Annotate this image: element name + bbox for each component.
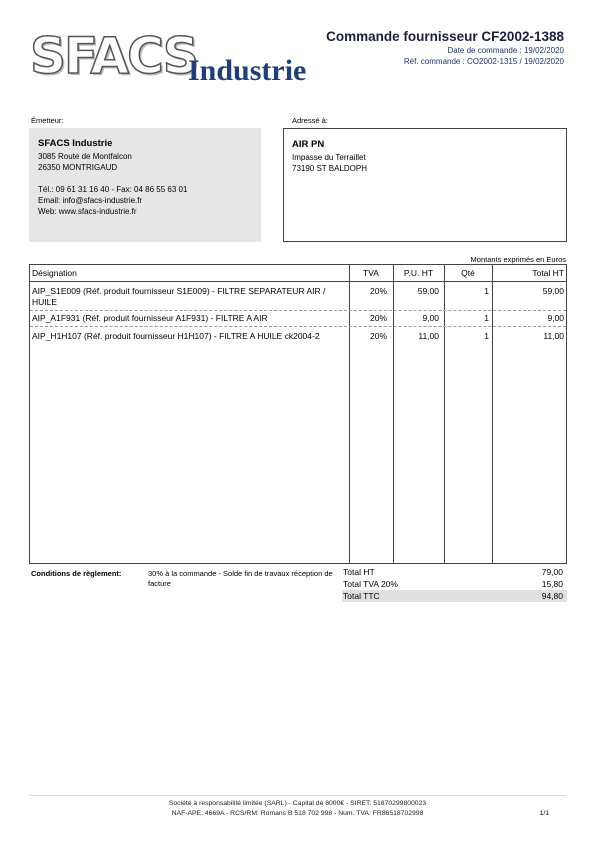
sender-box [29, 128, 261, 242]
total-ht-value: 79,00 [541, 567, 563, 577]
sender-label: Émetteur: [31, 116, 64, 125]
total-tva-label: Total TVA 20% [343, 579, 398, 589]
header-tva: TVA [363, 268, 379, 278]
row-total: 11,00 [543, 331, 564, 341]
row-designation: AIP_H1H107 (Réf. produit fournisseur H1H107) - FILTRE A HUILE ck2004-2 [32, 331, 320, 341]
header-unit-price: P.U. HT [403, 268, 434, 278]
sender-address-1: 3085 Route de Montfalcon [38, 152, 132, 161]
total-tva-value: 15,80 [541, 579, 563, 589]
order-reference: Réf. commande : CO2002-1315 / 19/02/2020 [403, 57, 564, 66]
items-table [29, 264, 567, 564]
header-quantity: Qté [461, 268, 475, 278]
sender-email: Email: info@sfacs-industrie.fr [38, 196, 143, 205]
sender-phone: Tél.: 09 61 31 16 40 - Fax: 04 86 55 63 01 [38, 185, 188, 194]
header-total: Total HT [532, 268, 564, 278]
company-logo [30, 27, 320, 90]
recipient-name: AIR PN [292, 139, 325, 150]
total-tva-row [342, 578, 567, 590]
row-designation: AIP_S1E009 (Réf. produit fournisseur S1E009) - FILTRE SEPARATEUR AIR / HUILE [32, 286, 326, 307]
row-quantity: 1 [484, 286, 489, 296]
total-ttc-value: 94,80 [541, 591, 563, 601]
recipient-label: Adressé à: [292, 116, 328, 125]
total-ttc-row [342, 590, 567, 602]
row-total: 59,00 [542, 286, 564, 296]
row-unit-price: 9,00 [422, 313, 439, 323]
sender-address-2: 26350 MONTRIGAUD [38, 163, 118, 172]
row-unit-price: 11,00 [418, 331, 439, 341]
payment-terms-text: 30% à la commande - Solde fin de travaux réception de facture [148, 569, 333, 588]
row-tva: 20% [369, 313, 387, 323]
row-total: 9,00 [547, 313, 564, 323]
total-ht-label: Total HT [343, 567, 375, 577]
footer-divider [29, 795, 566, 796]
currency-note: Montants exprimés en Euros [470, 255, 566, 264]
row-quantity: 1 [484, 313, 489, 323]
row-quantity: 1 [484, 331, 489, 341]
table-header-row [30, 265, 566, 282]
row-unit-price: 59,00 [417, 286, 439, 296]
logo-main-text: SFACS [30, 27, 197, 85]
row-tva: 20% [369, 331, 387, 341]
total-ht-row [342, 566, 567, 578]
document-title: Commande fournisseur CF2002-1388 [326, 29, 564, 44]
footer-legal-line-2: NAF-APE: 4669A - RCS/RM: Romans B 518 702 998 - Num. TVA: FR86518702998 [171, 810, 424, 817]
recipient-address-2: 73190 ST BALDOPH [292, 164, 368, 173]
logo-sub-text: Industrie [188, 54, 307, 87]
page-number: 1/1 [539, 810, 549, 817]
order-date: Date de commande : 19/02/2020 [447, 46, 564, 55]
footer-legal-line-1: Société à responsabilité limitée (SARL) - Capital de 8000€ - SIRET: 51870299800023 [168, 800, 427, 807]
header-designation: Désignation [32, 268, 77, 278]
row-designation: AIP_A1F931 (Réf. produit fournisseur A1F931) - FILTRE A AIR [32, 313, 268, 323]
sender-name: SFACS Industrie [38, 138, 113, 149]
total-ttc-label: Total TTC [343, 591, 380, 601]
recipient-box [283, 128, 567, 242]
recipient-address-1: Impasse du Terraillet [292, 153, 366, 162]
sender-web: Web: www.sfacs-industrie.fr [38, 207, 137, 216]
payment-terms-label: Conditions de règlement: [31, 569, 122, 578]
row-tva: 20% [369, 286, 387, 296]
